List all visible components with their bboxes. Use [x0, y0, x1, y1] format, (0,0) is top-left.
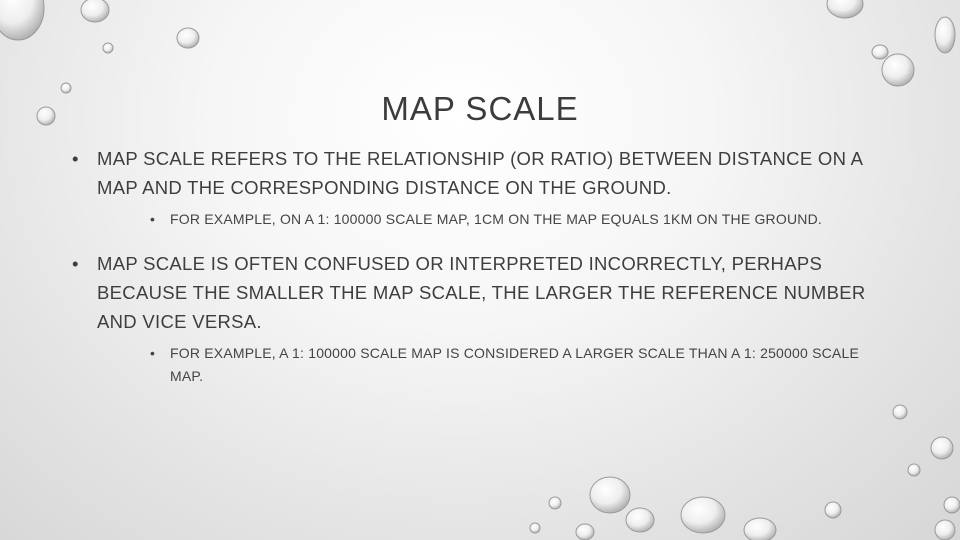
sub-bullet-text: FOR EXAMPLE, ON A 1: 100000 SCALE MAP, 1CM ON THE MAP EQUALS 1KM ON THE GROUND. — [170, 211, 822, 227]
bullet-item — [72, 144, 892, 202]
sub-bullet-item — [150, 208, 892, 231]
bullet-dot: • — [150, 345, 156, 361]
bullet-dot: • — [150, 211, 156, 227]
bullet-text: MAP SCALE REFERS TO THE RELATIONSHIP (OR RATIO) BETWEEN DISTANCE ON A MAP AND THE CORRESPONDING DISTANCE ON THE GROUND. — [97, 148, 863, 198]
bullet-dot: • — [72, 148, 79, 169]
bullet-text: MAP SCALE IS OFTEN CONFUSED OR INTERPRETED INCORRECTLY, PERHAPS BECAUSE THE SMALLER THE MAP SCALE, THE LARGER THE REFERENCE NUMBER AND VICE VERSA. — [97, 253, 866, 332]
sub-bullet-item — [150, 342, 892, 388]
bullet-dot: • — [72, 253, 79, 274]
sub-bullet-text: FOR EXAMPLE, A 1: 100000 SCALE MAP IS CONSIDERED A LARGER SCALE THAN A 1: 250000 SCALE MAP. — [170, 345, 859, 384]
slide-content — [72, 144, 892, 406]
slide-title: MAP SCALE — [381, 90, 579, 127]
bullet-item — [72, 249, 892, 336]
